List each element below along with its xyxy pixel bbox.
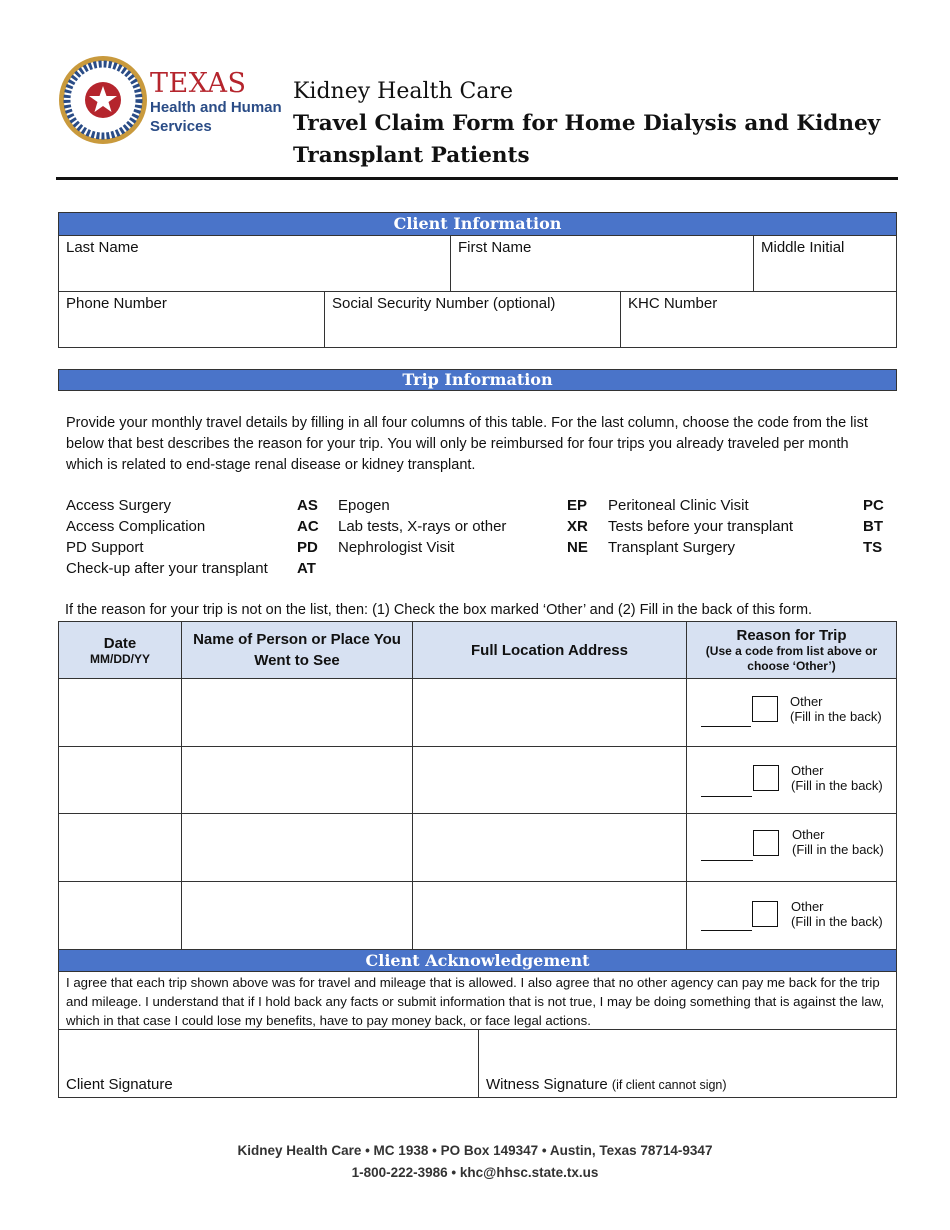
footer-address: Kidney Health Care • MC 1938 • PO Box 149347 • Austin, Texas 78714-9347 (237, 1143, 713, 1158)
ssn-label: Social Security Number (optional) (332, 295, 556, 312)
trip-4-other-text: Other (791, 899, 824, 914)
trip-1-code-line[interactable] (701, 726, 751, 727)
trip-2-date-input[interactable] (58, 746, 182, 814)
trip-3-person-input[interactable] (181, 813, 413, 882)
first-name-field[interactable] (450, 235, 754, 292)
footer-contact: 1-800-222-3986 • khc@hhsc.state.tx.us (351, 1165, 599, 1180)
col-reason-sub: (Use a code from list above or choose ‘Other’) (705, 643, 878, 673)
code-label-as: Access Surgery (66, 497, 172, 514)
trip-1-date-input[interactable] (58, 678, 182, 747)
logo-texas-text: TEXAS (150, 68, 247, 99)
header-divider (56, 177, 898, 180)
middle-initial-label: Middle Initial (761, 239, 845, 256)
code-ne: NE (567, 539, 588, 556)
client-signature-label: Client Signature (66, 1076, 173, 1093)
code-label-ac: Access Complication (66, 518, 206, 535)
trip-3-other-checkbox[interactable] (753, 830, 779, 856)
trip-4-other-label (791, 899, 883, 929)
trip-1-other-label (790, 694, 882, 724)
acknowledgement-text: I agree that each trip shown above was for travel and mileage that is allowed. I also agree that no other agency can pay me back for the trip and mileage. I understand that if I hold back any facts or submit information that is not true, I may be doing something that is against the law, which in that case I could lose my benefits, have to pay money back, or face legal actions. (66, 975, 885, 1028)
col-date-format: MM/DD/YY (90, 651, 150, 666)
trip-4-other-checkbox[interactable] (752, 901, 778, 927)
trip-4-code-line[interactable] (701, 930, 752, 931)
code-pd: PD (297, 539, 318, 556)
trip-1-other-text: Other (790, 694, 823, 709)
col-header-date (58, 621, 182, 679)
trip-instructions: Provide your monthly travel details by filling in all four columns of this table. For the last column, choose the code from the list below that best describes the reason for your trip. You will only be reimbursed for four trips you already traveled per month which is related to end-stage renal disease or kidney transplant. (66, 415, 868, 473)
trip-1-person-input[interactable] (181, 678, 413, 747)
trip-1-address-input[interactable] (412, 678, 687, 747)
code-label-ts: Transplant Surgery (608, 539, 736, 556)
code-label-xr: Lab tests, X-rays or other (338, 518, 507, 535)
col-header-address: Full Location Address (412, 621, 687, 679)
trip-3-other-label (792, 827, 884, 857)
logo-hhs-text (150, 98, 282, 136)
trip-3-address-input[interactable] (412, 813, 687, 882)
code-ep: EP (567, 497, 588, 514)
trip-4-date-input[interactable] (58, 881, 182, 950)
trip-1-other-checkbox[interactable] (752, 696, 778, 722)
last-name-label: Last Name (66, 239, 139, 256)
code-at: AT (297, 560, 316, 577)
witness-signature-text: Witness Signature (486, 1076, 608, 1093)
trip-4-other-note: (Fill in the back) (791, 914, 883, 929)
trip-information-heading: Trip Information (58, 369, 897, 391)
trip-3-code-line[interactable] (701, 860, 753, 861)
logo-hhs-line1: Health and Human (150, 99, 282, 116)
trip-2-person-input[interactable] (181, 746, 413, 814)
client-information-heading: Client Information (58, 212, 897, 236)
witness-signature-label (486, 1076, 727, 1093)
khc-number-field[interactable] (620, 291, 897, 348)
code-bt: BT (863, 518, 883, 535)
trip-1-other-note: (Fill in the back) (790, 709, 882, 724)
col-date-label: Date (103, 634, 137, 652)
trip-2-code-line[interactable] (701, 796, 752, 797)
trip-2-other-label (791, 763, 883, 793)
other-instructions: If the reason for your trip is not on the list, then: (1) Check the box marked ‘Other’ and (2) Fill in the back of this form. (65, 602, 813, 618)
code-pc: PC (863, 497, 884, 514)
phone-number-label: Phone Number (66, 295, 167, 312)
last-name-field[interactable] (58, 235, 451, 292)
trip-2-address-input[interactable] (412, 746, 687, 814)
code-label-pd: PD Support (66, 539, 144, 556)
phone-number-field[interactable] (58, 291, 325, 348)
trip-3-other-note: (Fill in the back) (792, 842, 884, 857)
code-label-bt: Tests before your transplant (608, 518, 794, 535)
khc-number-label: KHC Number (628, 295, 718, 312)
texas-hhs-seal-logo (58, 55, 148, 145)
trip-2-other-note: (Fill in the back) (791, 778, 883, 793)
code-label-ep: Epogen (338, 497, 390, 514)
code-ts: TS (863, 539, 883, 556)
code-label-pc: Peritoneal Clinic Visit (608, 497, 749, 514)
col-header-person: Name of Person or Place You Went to See (181, 621, 413, 679)
witness-signature-note: (if client cannot sign) (611, 1078, 727, 1092)
code-label-ne: Nephrologist Visit (338, 539, 455, 556)
code-as: AS (297, 497, 318, 514)
trip-4-address-input[interactable] (412, 881, 687, 950)
middle-initial-field[interactable] (753, 235, 897, 292)
code-ac: AC (297, 518, 319, 535)
trip-3-other-text: Other (792, 827, 825, 842)
header-subtitle: Kidney Health Care (293, 79, 514, 104)
page-title: Travel Claim Form for Home Dialysis and Kidney Transplant Patients (293, 111, 881, 168)
first-name-label: First Name (458, 239, 532, 256)
trip-3-date-input[interactable] (58, 813, 182, 882)
col-reason-label: Reason for Trip (736, 626, 847, 644)
col-header-reason (686, 621, 897, 679)
ssn-field[interactable] (324, 291, 621, 348)
trip-2-other-checkbox[interactable] (753, 765, 779, 791)
code-xr: XR (567, 518, 588, 535)
code-label-at: Check-up after your transplant (66, 560, 268, 577)
logo-hhs-line2: Services (150, 118, 212, 135)
trip-4-person-input[interactable] (181, 881, 413, 950)
trip-2-other-text: Other (791, 763, 824, 778)
client-acknowledgement-heading: Client Acknowledgement (58, 949, 897, 972)
